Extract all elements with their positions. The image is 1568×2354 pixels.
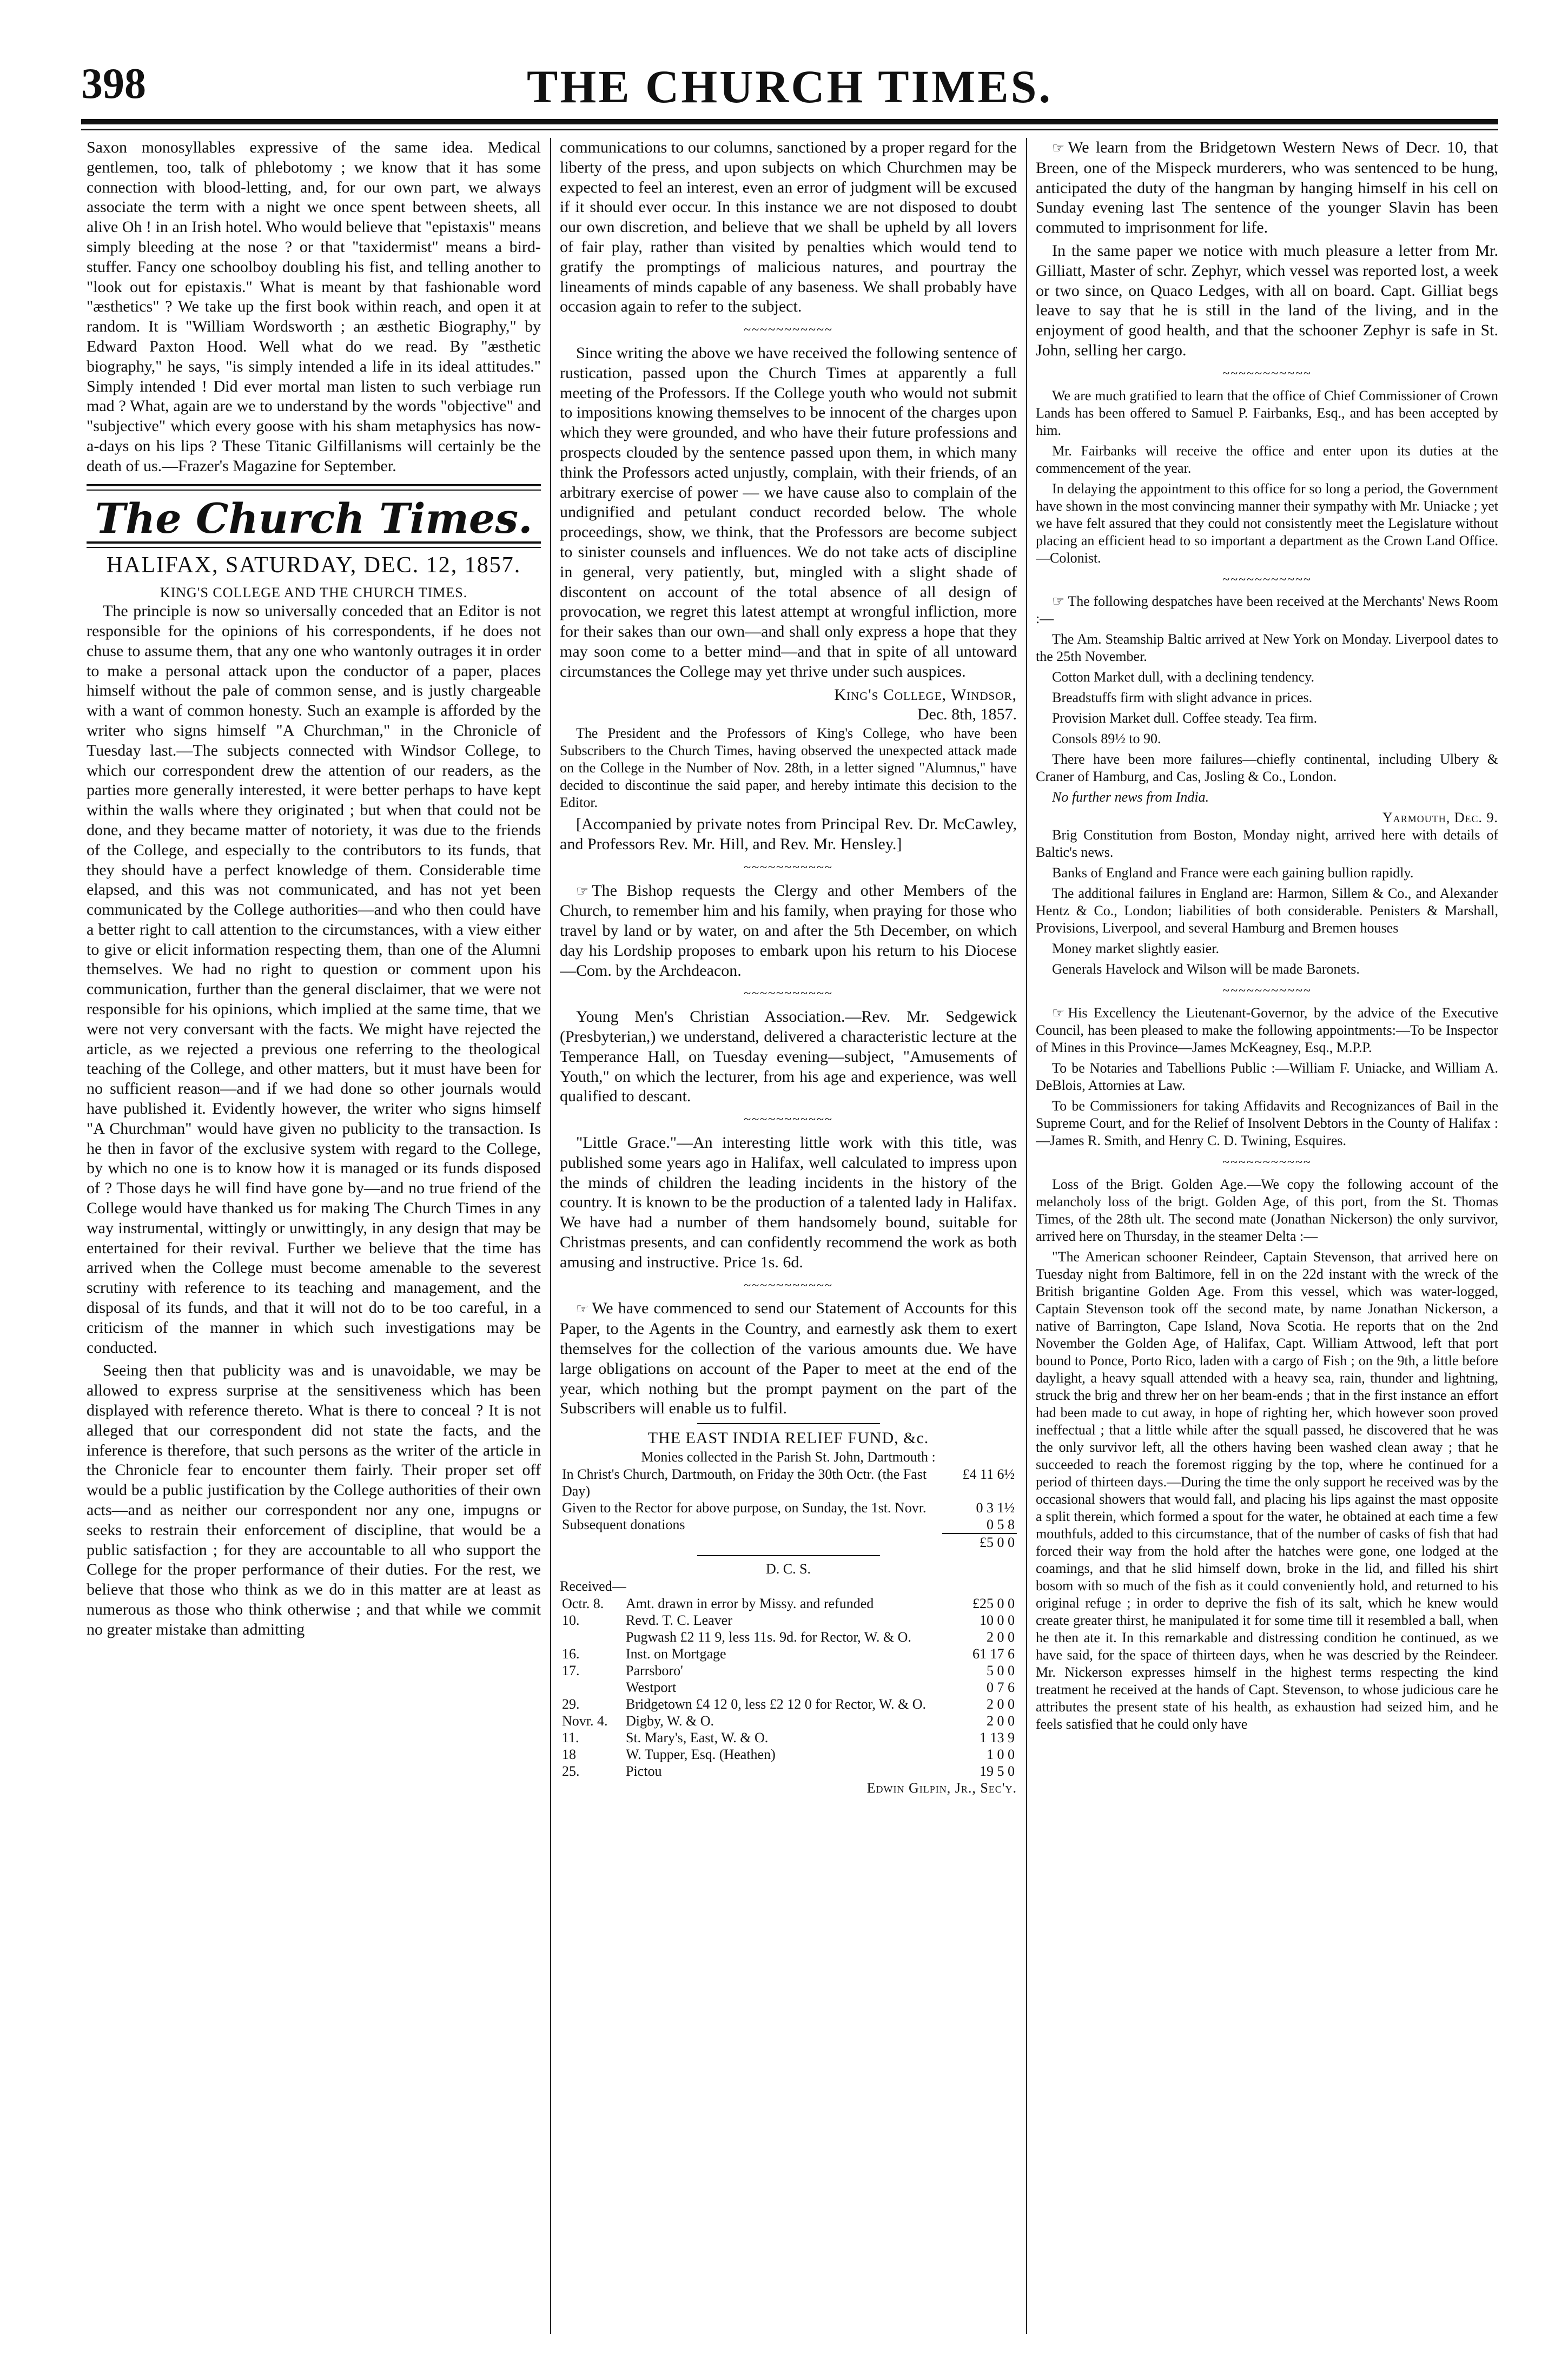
table-row <box>560 1516 1017 1533</box>
table-row <box>560 1679 1017 1696</box>
column-divider <box>550 138 551 2334</box>
separator: ~~~~~~~~~~~ <box>744 860 833 875</box>
paper-title: The Church Times. <box>95 494 533 543</box>
row-date: 11. <box>562 1730 579 1746</box>
table-row <box>560 1466 1017 1499</box>
news-line: Cotton Market dull, with a declining tendency. <box>1052 669 1314 685</box>
news-line: Banks of England and France were each gaining bullion rapidly. <box>1052 865 1414 881</box>
separator: ~~~~~~~~~~~ <box>1222 1155 1312 1170</box>
separator: ~~~~~~~~~~~ <box>744 1278 833 1293</box>
row-label: Parrsboro' <box>626 1663 683 1679</box>
separator: ~~~~~~~~~~~ <box>1222 572 1312 587</box>
row-date: Octr. 8. <box>562 1596 604 1612</box>
row-date: 16. <box>562 1646 580 1662</box>
row-amount: 19 5 0 <box>980 1763 1015 1780</box>
row-amount: 5 0 0 <box>987 1663 1015 1679</box>
article-paragraph: We are much gratified to learn that the office of Chief Commissioner of Crown Lands has been offered to Samuel P. Fairbanks, Esq., and has been accepted by him. <box>1036 387 1498 438</box>
row-amount: 61 17 6 <box>972 1646 1015 1662</box>
row-amount: £25 0 0 <box>972 1596 1015 1612</box>
row-label: Pictou <box>626 1763 662 1780</box>
signature-date: Dec. 8th, 1857. <box>917 705 1017 724</box>
article-paragraph: "Little Grace."—An interesting little work with this title, was published some years ago in Halifax, well calculated to impress upon the minds of children the leading incidents in the history of the country. It is known to be the production of a talented lady in Halifax. We have had a number of them handsomely bound, suitable for Christmas presents, and can confidently recommend the work as both amusing and instructive. Price 1s. 6d. <box>560 1134 1017 1271</box>
news-line: Provision Market dull. Coffee steady. Tea firm. <box>1052 710 1318 726</box>
row-label: St. Mary's, East, W. & O. <box>626 1730 769 1746</box>
article-paragraph: Young Men's Christian Association.—Rev. Mr. Sedgewick (Presbyterian,) we understand, delivered a characteristic lecture at the Temperance Hall, on Tuesday evening—subject, "Amusements of Youth," on which the lecturer, from his age and experience, was well qualified to descant. <box>560 1008 1017 1106</box>
separator: ~~~~~~~~~~~ <box>744 1113 833 1127</box>
row-label: Digby, W. & O. <box>626 1713 714 1729</box>
column-divider <box>1026 138 1027 2334</box>
column-2 <box>560 138 1017 2339</box>
article-paragraph: Loss of the Brigt. Golden Age.—We copy the following account of the melancholy loss of the brigt. Golden Age, of this port, from the St. Thomas Times, of the 28th ult. The second mate (Jonathan Nickerson) the only survivor, arrived here on Thursday, in the steamer Delta :— <box>1036 1176 1498 1244</box>
article-paragraph: To be Notaries and Tabellions Public :—William F. Uniacke, and William A. DeBlois, Attornies at Law. <box>1036 1060 1498 1094</box>
article-paragraph: [Accompanied by private notes from Principal Rev. Dr. McCawley, and Professors Rev. Mr. Hill, and Rev. Mr. Hensley.] <box>560 815 1017 853</box>
row-amount: 2 0 0 <box>987 1713 1015 1729</box>
article-paragraph: His Excellency the Lieutenant-Governor, by the advice of the Executive Council, has been pleased to make the following appointments:—To be Inspector of Mines in this Province—James McKeagney, Esq., M.P.P. <box>1036 1005 1498 1056</box>
article-paragraph: The following despatches have been received at the Merchants' News Room :— <box>1036 593 1498 627</box>
row-label: Westport <box>626 1679 677 1696</box>
article-paragraph: communications to our columns, sanctioned by a proper regard for the liberty of the press, and upon subjects on which Churchmen may be expected to feel an interest, even an error of judgment will be excused if it should ever occur. In this instance we are not disposed to doubt our own discretion, and believe that we shall be upheld by all lovers of fair play, rather than visited by penalties which would tend to gratify the promptings of malicious natures, and pourtray the lineaments of minds capable of any baseness. We shall probably have occasion again to refer to the subject. <box>560 138 1017 316</box>
header-rule-thin <box>81 129 1498 130</box>
news-line: There have been more failures—chiefly continental, including Ulbery & Craner of Hamburg, and Cas, Josling & Co., London. <box>1036 751 1498 785</box>
section-heading: KING'S COLLEGE AND THE CHURCH TIMES. <box>160 585 468 601</box>
news-line: The additional failures in England are: Harmon, Sillem & Co., and Alexander Hentz & Co., London; liabilities of both considerable. Penisters & Marshall, Provisions, Liverpool, and several Hamburg and Bremen houses <box>1036 885 1498 936</box>
fund-subtitle: Monies collected in the Parish St. John, Dartmouth : <box>641 1449 936 1465</box>
row-date: 10. <box>562 1612 580 1629</box>
row-label: Inst. on Mortgage <box>626 1646 726 1662</box>
row-date: 29. <box>562 1696 580 1712</box>
fund-label: In Christ's Church, Dartmouth, on Friday the 30th Octr. (the Fast Day) <box>562 1466 927 1499</box>
separator: ~~~~~~~~~~~ <box>744 987 833 1001</box>
pointing-hand-icon: ☞ <box>1052 1005 1065 1021</box>
article-paragraph: "The American schooner Reindeer, Captain Stevenson, that arrived here on Tuesday night from Baltimore, fell in on the 22d instant with the wreck of the British brigantine Golden Age. From this vessel, which was water-logged, Captain Stevenson took off the second mate, by name Jonathan Nickerson, a native of Barrington, Cape Island, Nova Scotia. He reports that on the 2nd November the Golden Age, of Halifax, Capt. William Attwood, left that port bound to Ponce, Porto Rico, laden with a cargo of Fish ; on the 9th, a little before daylight, a heavy squall attended with a heavy sea, rain, thunder and lightning, struck the brig and threw her on her beam-ends ; that in the first instance an effort had been made to cut away, in hope of righting her, which however soon proved ineffectual ; that a little while after the squall passed, he discovered that he was the only survivor left, all the others having been washed clean away ; that he succeeded to reach the foremost rigging by the top, where he continued for a period of thirteen days.—During the time the only support he received was by the occasional showers that would fall, and placing his lips against the mast opposite a split therein, which formed a spout for the water, he obtained at each time a few mouthfuls, added to this circumstance, that of the number of casks of fish that had forced their way from the hold after the hatches were gone, one lodged at the coamings, and that he slid himself down, broke in the lid, and filled his shirt bosom with so much of the fish as it could conveniently hold, and returned to his original refuge ; in order to deprive the fish of its salt, which he knew would create greater thirst, he manipulated it for some time till it resembled a ball, when he then ate it. In this remarkable and distressing condition he continued, as we have said, for the space of thirteen days, when he was descried by the Reindeer. Mr. Nickerson expresses himself in the highest terms respecting the kind treatment he received at the hands of Capt. Stevenson, to whose judicious care he attributes the present state of his health, as exhaustion had seized him, and he feels satisfied that he could only have <box>1036 1248 1498 1732</box>
row-date: 17. <box>562 1663 580 1679</box>
article-paragraph: Mr. Fairbanks will receive the office and enter upon its duties at the commencement of the year. <box>1036 442 1498 476</box>
dateline: HALIFAX, SATURDAY, DEC. 12, 1857. <box>106 553 521 578</box>
dcs-table <box>560 1595 1017 1780</box>
table-row <box>560 1696 1017 1712</box>
page-header <box>81 59 1498 124</box>
row-amount: 1 13 9 <box>980 1730 1015 1746</box>
section-rule <box>87 484 541 491</box>
row-date: 18 <box>562 1747 576 1763</box>
article-paragraph: In the same paper we notice with much pleasure a letter from Mr. Gilliatt, Master of schr. Zephyr, which vessel was reported lost, a week or two since, on Quaco Ledges, with all on board. Capt. Gilliat begs leave to say that he is still in the land of the living, and in the enjoyment of good health, and that the schooner Zephyr is safe in St. John, selling her cargo. <box>1036 241 1498 359</box>
dcs-title: D. C. S. <box>765 1561 811 1577</box>
row-label: Revd. T. C. Leaver <box>626 1612 732 1629</box>
article-paragraph: To be Commissioners for taking Affidavits and Recognizances of Bail in the Supreme Court, and for the Relief of Insolvent Debtors in the County of Halifax :—James R. Smith, and Henry C. D. Twining, Esquires. <box>1036 1098 1498 1149</box>
row-label: Bridgetown £4 12 0, less £2 12 0 for Rector, W. & O. <box>626 1696 927 1712</box>
notice-paragraph: The President and the Professors of King's College, who have been Subscribers to the Church Times, having observed the unexpected attack made on the College in the Number of Nov. 28th, in a letter signed "Alumnus," have decided to discontinue the said paper, and hereby intimate this decision to the Editor. <box>560 725 1017 811</box>
header-rule <box>81 119 1498 124</box>
table-row <box>560 1763 1017 1780</box>
pointing-hand-icon: ☞ <box>1052 140 1065 156</box>
row-label: Pugwash £2 11 9, less 11s. 9d. for Rector, W. & O. <box>626 1629 911 1645</box>
row-label: W. Tupper, Esq. (Heathen) <box>626 1747 776 1763</box>
article-paragraph: The Bishop requests the Clergy and other Members of the Church, to remember him and his family, when praying for those who travel by land or by water, on and after the 5th December, on which day his Lordship proposes to embark upon his return to his Diocese —Com. by the Archdeacon. <box>560 881 1017 980</box>
article-paragraph: Saxon monosyllables expressive of the same idea. Medical gentlemen, too, talk of phlebotomy ; we know that it has some connection with blood-letting, and, for our own part, we always associate the term with a night we once spent between sheets, all alive Oh ! in an Irish hotel. Who would believe that "epistaxis" means simply bleeding at the nose ? or that "taxidermist" means a bird-stuffer. Fancy one schoolboy doubling his fist, and telling another to "look out for epistaxis." What is meant by that fashionable word "æsthetics" ? We take up the first book within reach, and open it at random. It is "William Wordsworth ; an æsthetic Biography," by Edward Paxton Hood. Well what do we read. By "æsthetic biography," he says, "is simply intended a life in its ideal attitudes." Simply intended ! Did ever mortal man listen to such verbiage run mad ? What, again are we to understand by the words "objective" and "subjective" which every goose with his sham metaphysics has now-a-days on his lips ? These Titanic Gilfillanisms will certainly be the death of us.—Frazer's Magazine for September. <box>87 138 541 475</box>
fund-amount: 0 3 1½ <box>976 1500 1015 1516</box>
table-row <box>560 1662 1017 1679</box>
fund-table <box>560 1466 1017 1551</box>
news-line: Money market slightly easier. <box>1052 941 1220 957</box>
news-line: Brig Constitution from Boston, Monday night, arrived here with details of Baltic's news. <box>1036 827 1498 861</box>
row-amount: 2 0 0 <box>987 1696 1015 1712</box>
fund-amount: 0 5 8 <box>987 1517 1015 1533</box>
divider <box>697 1423 880 1424</box>
row-date: Novr. 4. <box>562 1713 608 1729</box>
news-line: The Am. Steamship Baltic arrived at New York on Monday. Liverpool dates to the 25th November. <box>1036 631 1498 665</box>
separator: ~~~~~~~~~~~ <box>744 323 833 338</box>
pointing-hand-icon: ☞ <box>1052 593 1065 610</box>
table-row <box>560 1645 1017 1662</box>
divider <box>697 1555 880 1556</box>
dateline-yarmouth: Yarmouth, Dec. 9. <box>1382 810 1498 826</box>
article-paragraph: Since writing the above we have received the following sentence of rustication, passed upon the Church Times at apparently a full meeting of the Professors. If the College youth who would not submit to impositions knowing themselves to be innocent of the charges upon which they were grounded, and who have their future professions and prospects clouded by the sentence passed upon them, in which many think the Professors acted unjustly, complain, with their friends, of an arbitrary exercise of power — we have cause also to complain of the undignified and petulant conduct recorded below. The whole proceedings, show, we think, that the Professors are become subject to sinister counsels and influences. We do not take acts of discipline in general, very patiently, but, mingled with a slight shade of discontent on account of the total absence of all design of provocation, we regret this latest attempt at wrongful infliction, more for their sakes than our own—and shall only express a hope that they may soon come to a better mind—and that in spite of all untoward circumstances the College may yet thrive under such auspices. <box>560 343 1017 680</box>
row-label: Amt. drawn in error by Missy. and refunded <box>626 1596 874 1612</box>
table-row <box>560 1712 1017 1729</box>
table-row <box>560 1595 1017 1612</box>
section-rule <box>87 541 541 548</box>
row-amount: 2 0 0 <box>987 1629 1015 1645</box>
separator: ~~~~~~~~~~~ <box>1222 984 1312 999</box>
table-row <box>560 1612 1017 1629</box>
row-amount: 1 0 0 <box>987 1747 1015 1763</box>
dcs-received: Received— <box>560 1578 626 1595</box>
table-row <box>560 1499 1017 1516</box>
fund-amount: £4 11 6½ <box>962 1466 1015 1483</box>
pointing-hand-icon: ☞ <box>576 883 589 899</box>
news-line: No further news from India. <box>1052 789 1209 805</box>
row-amount: 0 7 6 <box>987 1679 1015 1696</box>
fund-label: Subsequent donations <box>562 1517 685 1533</box>
masthead: THE CHURCH TIMES. <box>527 61 1053 113</box>
article-paragraph: The principle is now so universally conceded that an Editor is not responsible for the opinions of his correspondents, if he does not chuse to assume them, that any one who wantonly outrages it in order to make a personal attack upon the conductor of a paper, places himself without the pale of common sense, and is justly chargeable with a want of common honesty. Such an example is afforded by the writer who signs himself "A Churchman," in the Chronicle of Tuesday last.—The subjects connected with Windsor College, to which our correspondent drew the attention of our readers, as the parties more generally interested, it were better perhaps to have kept within the walls where they originated ; but when that could not be done, and they became matter of notoriety, it was due to the friends of the College, and especially to the contributors to its funds, that they should have a perfect knowledge of them. Considerable time elapsed, and this was not communicated, and has not yet been communicated by the College authorities—and who then could have a better right to call attention to the circumstances, with a view either to give or elicit information respecting them, than one of the Alumni themselves. We had no right to question or comment upon his communication, further than the general disclaimer, that we were not responsible for his opinions, which implied at the same time, that we were not very conversant with the facts. We might have rejected the article, as we rejected a previous one referring to the theological teaching of the College, and other matters, but it must have been for no sufficient reason—and if we had done so other journals would have published it. Evidently however, the writer who signs himself "A Churchman" would have given no publicity to the transaction. Is he then in favor of the exclusive system with regard to the College, by which no one is to know how it is managed or its funds disposed of ? Those days he will find have gone by—and no true friend of the College would have thanked us for making The Church Times in any way instrumental, wittingly or unwittingly, in any design that may be entertained for their revival. Further we believe that the time has arrived when the College must become amenable to the severest scrutiny with reference to its teaching and management, and the disposal of its funds, and that it will not do to be too careful, in a criticism of the manner in which such investigations may be conducted. <box>87 602 541 1357</box>
row-date <box>560 1629 624 1645</box>
article-paragraph: We learn from the Bridgetown Western News of Decr. 10, that Breen, one of the Mispeck murderers, who was sentenced to be hung, anticipated the duty of the hangman by hanging himself in his cell on Sunday evening last The sentence of the younger Slavin has been commuted to imprisonment for life. <box>1036 138 1498 237</box>
row-date: 25. <box>562 1763 580 1780</box>
article-paragraph: We have commenced to send our Statement of Accounts for this Paper, to the Agents in the Country, and earnestly ask them to exert themselves for the collection of the various amounts due. We have large obligations on account of the Paper to meet at the end of the year, which nothing but the prompt payment on the part of the Subscribers will enable us to fulfil. <box>560 1299 1017 1418</box>
row-amount: 10 0 0 <box>980 1612 1015 1629</box>
table-row <box>560 1533 1017 1551</box>
news-line: Consols 89½ to 90. <box>1052 731 1161 747</box>
signature: King's College, Windsor, <box>834 685 1017 704</box>
dcs-signature: Edwin Gilpin, Jr., Sec'y. <box>866 1780 1017 1796</box>
article-paragraph: In delaying the appointment to this office for so long a period, the Government have shown in the most convincing manner their sympathy with Mr. Uniacke ; yet we have felt assured that they could not consistently meet the Legislature without placing an efficient head to so important a department as the Crown Land Office.—Colonist. <box>1036 480 1498 566</box>
row-date <box>560 1679 624 1696</box>
news-line: Breadstuffs firm with slight advance in prices. <box>1052 690 1313 706</box>
page-number: 398 <box>81 60 146 108</box>
table-row <box>560 1729 1017 1746</box>
fund-label: Given to the Rector for above purpose, on Sunday, the 1st. Novr. <box>562 1500 927 1516</box>
fund-total: £5 0 0 <box>942 1533 1017 1551</box>
table-row <box>560 1629 1017 1645</box>
separator: ~~~~~~~~~~~ <box>1222 366 1312 381</box>
news-line: Generals Havelock and Wilson will be made Baronets. <box>1052 961 1360 977</box>
article-paragraph: Seeing then that publicity was and is unavoidable, we may be allowed to express surprise at the sensitiveness which has been displayed with reference thereto. What is there to conceal ? It is not alleged that our correspondent did not state the facts, and the inference is therefore, that such persons as the writer of the article in the Chronicle fear to encounter them fairly. Their proper set off would be a public justification by the College authorities of their own acts—and as neither our correspondent nor any one, impugns or seeks to restrain their enforcement of discipline, that would be a public satisfaction ; for they are accountable to all who support the College for the proper performance of their duties. For the rest, we believe that those who think as we do in this matter are at least as numerous as those who think otherwise ; and that while we commit no greater mistake than admitting <box>87 1361 541 1638</box>
fund-title: THE EAST INDIA RELIEF FUND, &c. <box>647 1429 929 1447</box>
table-row <box>560 1746 1017 1763</box>
column-3 <box>1036 138 1498 2339</box>
column-1 <box>87 138 541 2339</box>
pointing-hand-icon: ☞ <box>576 1301 589 1317</box>
